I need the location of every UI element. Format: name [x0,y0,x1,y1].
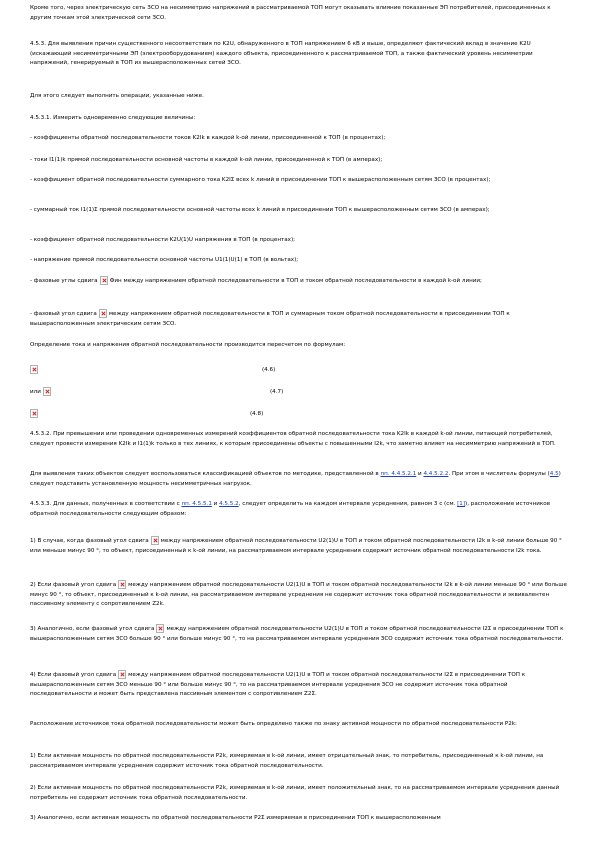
text-segment: 2) Если фазовый угол сдвига [30,582,117,588]
power-case-2: 2) Если активная мощность по обратной последовательности P2k, измеряемая в k-ой линии, имеет положительный знак, то на рассматриваемом интервале усреднения данный потребитель не содержит источник тока обратной последовательности. [30,785,560,801]
list-item-u1: - напряжение прямой последовательности основной частоты U1(1)U(1) в ТОП (в вольтах); [30,257,299,263]
list-item-k2i-sum: - коэффициент обратной последовательности суммарного тока K2IΣ всех k линий в присоединении ТОП к вышерасположенным сетям ЗСО (в процентах); [30,177,491,183]
equation-number: (4.7) [270,389,284,395]
case-4 [30,670,568,700]
text-segment: ), расположение источников обратной последовательности следующим образом: [30,501,550,517]
text-segment: 1) В случае, когда фазовый угол сдвига [30,538,149,544]
case-2 [30,580,568,610]
equation-4-8 [30,409,568,419]
list-item-phase-angles [30,276,568,287]
text-segment: между напряжением обратной последовательности U2(1)U в ТОП и током обратной последовательности I2k в k-ой линии больше 90 ° или меньше минус 90 °, то объект, присоединенный к k-ой линии, на рассматриваемом интервале усреднения содержит источник обратной последовательности I2k тока. [30,538,562,554]
equation-number: (4.6) [262,367,276,373]
text-segment: 4) Если фазовый угол сдвига [30,672,117,678]
list-item-k2ik: - коэффициенты обратной последовательности токов K2Ik в каждой k-ой линии, присоединенной к ТОП (в процентах); [30,135,386,141]
text-segment: . При этом в числитель формулы ( [448,471,550,477]
text-segment: 4.5.3.3. Для данных, полученных в соответствии с [30,501,180,507]
equation-or-label: или [30,389,41,395]
broken-image-icon [30,365,38,374]
broken-image-icon [100,276,108,285]
broken-image-icon [43,387,51,396]
text-segment: между напряжением обратной последовательности U2(1)U в ТОП и током обратной последовательности I2Σ в присоединении ТОП к вышерасположенным сетям ЗСО больше 90 ° или больше минус 90 °, то на рассматриваемом интервале усреднения ЗСО содержит источник тока обратной последовательности. [30,626,564,642]
text-segment: Для выявления таких объектов следует воспользоваться классификацией объектов по методике, представленной в [30,471,379,477]
paragraph-4-5-3: 4.5.3. Для выявления причин существенного несоответствия по K2U, обнаруженного в ТОП напряжением 6 кВ и выше, определяют фактический вклад в значение K2U (искажающий несимметричными ЭП (электрооборудованием) каждого объекта, присоединенного к рассматриваемой ТОП, а также фактический уровень несимметрии напряжений, генерируемый в ТОП из вышерасположенных сетей ЗСО. [30,41,533,67]
text-segment: между напряжением обратной последовательности U2(1)U в ТОП и током обратной последовательности I2Σ в присоединении ТОП к вышерасположенным сетям ЗСО меньше 90 ° или больше минус 90 °, то на рассматриваемом интервале усреднения ЗСО не содержит источник тока обратной последовательности и может быть представлена пассивным элементом с сопротивлением Z2Σ. [30,672,526,698]
paragraph-object-classification [30,470,568,489]
list-item-i1-sum: - суммарный ток I1(1)Σ прямой последовательности основной частоты всех k линий в присоединении ТОП к вышерасположенным сетям ЗСО (в амперах); [30,207,490,213]
broken-image-icon [118,670,126,679]
link-pp-4-4-5-2-1[interactable]: пп. 4.4.5.2.1 [380,471,417,477]
text-segment: и [213,501,218,507]
list-item-phase-angles-lead: - фазовые углы сдвига [30,278,98,284]
text-segment: 3) Аналогично, если фазовый угол сдвига [30,626,155,632]
case-1 [30,536,568,556]
equation-4-7 [30,387,568,397]
list-item-phase-angle-sum [30,309,568,329]
paragraph-intro: Кроме того, через электрическую сеть ЗСО на несимметрию напряжений в рассматриваемой ТОП могут оказывать влияние показанные ЭП потребителей, присоединенных к другим точкам этой электрической сети ЗСО. [30,5,551,21]
list-item-i1k: - токи I1(1)k прямой последовательности основной частоты в каждой k-ой линии, присоединенной к ТОП (в амперах); [30,157,383,163]
equation-number: (4.8) [250,411,264,417]
link-4-5-5-2[interactable]: 4.5.5.2 [219,501,239,507]
paragraph-4-5-3-3 [30,500,568,519]
text-segment: ) следует подставить установленную мощность несимметричных нагрузок. [30,471,561,487]
broken-image-icon [30,409,38,418]
paragraph-4-5-3-2: 4.5.3.2. При превышении или проведении одновременных измерений коэффициентов обратной последовательности тока K2Ik в каждой k-ой линии, питающей потребителей, следует провести измерения K2Ik и I1(1)k только в тех линиях, к которым присоединены объекты с повышенными I2k, что заметно влияет на несимметрию напряжений в ТОП. [30,431,556,447]
text-segment: между напряжением обратной последовательности U2(1)U в ТОП и током обратной последовательности I2k в k-ой линии меньше 90 ° или больше минус 90 °, то объект, присоединенный к k-ой линии, на рассматриваемом интервале усреднения не содержит источник тока обратной последовательности и эквивалентен пассивному элементу с сопротивлением Z2k. [30,582,567,608]
list-item-phase-angle-sum-rest: между напряжением обратной последовательности в ТОП и суммарным током обратной последовательности в присоединении ТОП к вышерасположенным электрическим сетям ЗСО. [30,311,510,327]
paragraph-4-5-3-1: 4.5.3.1. Измерить одновременно следующие величины: [30,115,196,121]
paragraph-active-power: Расположение источников тока обратной последовательности может быть определено также по знаку активной мощности по обратной последовательности P2k: [30,721,517,727]
power-case-1: 1) Если активная мощность по обратной последовательности P2k, измеряемая в k-ой линии, имеет отрицательный знак, то потребитель, присоединенный к k-ой линии, на рассматриваемом интервале усреднения содержит источник тока обратной последовательности. [30,753,544,769]
broken-image-icon [156,624,164,633]
link-4-4-5-2-2[interactable]: 4.4.5.2.2 [423,471,449,477]
broken-image-icon [118,580,126,589]
text-segment: и [418,471,422,477]
paragraph-formulas-intro: Определение тока и напряжения обратной последовательности производится пересчетом по формулам: [30,342,346,348]
link-ref-1[interactable]: [1] [457,501,466,507]
text-segment: , следует определить на каждом интервале усреднения, равном 3 с (см. [238,501,456,507]
equation-4-6 [30,365,568,375]
list-item-phase-angles-rest: Фин между напряжением обратной последовательности в ТОП и током обратной последовательности в каждой k-ой линии; [109,278,482,284]
list-item-phase-angle-sum-lead: - фазовый угол сдвига [30,311,97,317]
broken-image-icon [151,536,159,545]
list-item-k2u: - коэффициент обратной последовательности K2U(1)U напряжения в ТОП (в процентах); [30,237,296,243]
case-3 [30,624,568,644]
power-case-3: 3) Аналогично, если активная мощность по обратной последовательности P2Σ измеряемая в присоединении ТОП к вышерасположенным [30,815,441,821]
paragraph-operations: Для этого следует выполнить операции, указанные ниже. [30,93,204,99]
link-formula-4-5[interactable]: 4.5 [549,471,559,477]
link-pp-4-5-5-1[interactable]: пп. 4.5.5.1 [181,501,212,507]
broken-image-icon [99,309,107,318]
